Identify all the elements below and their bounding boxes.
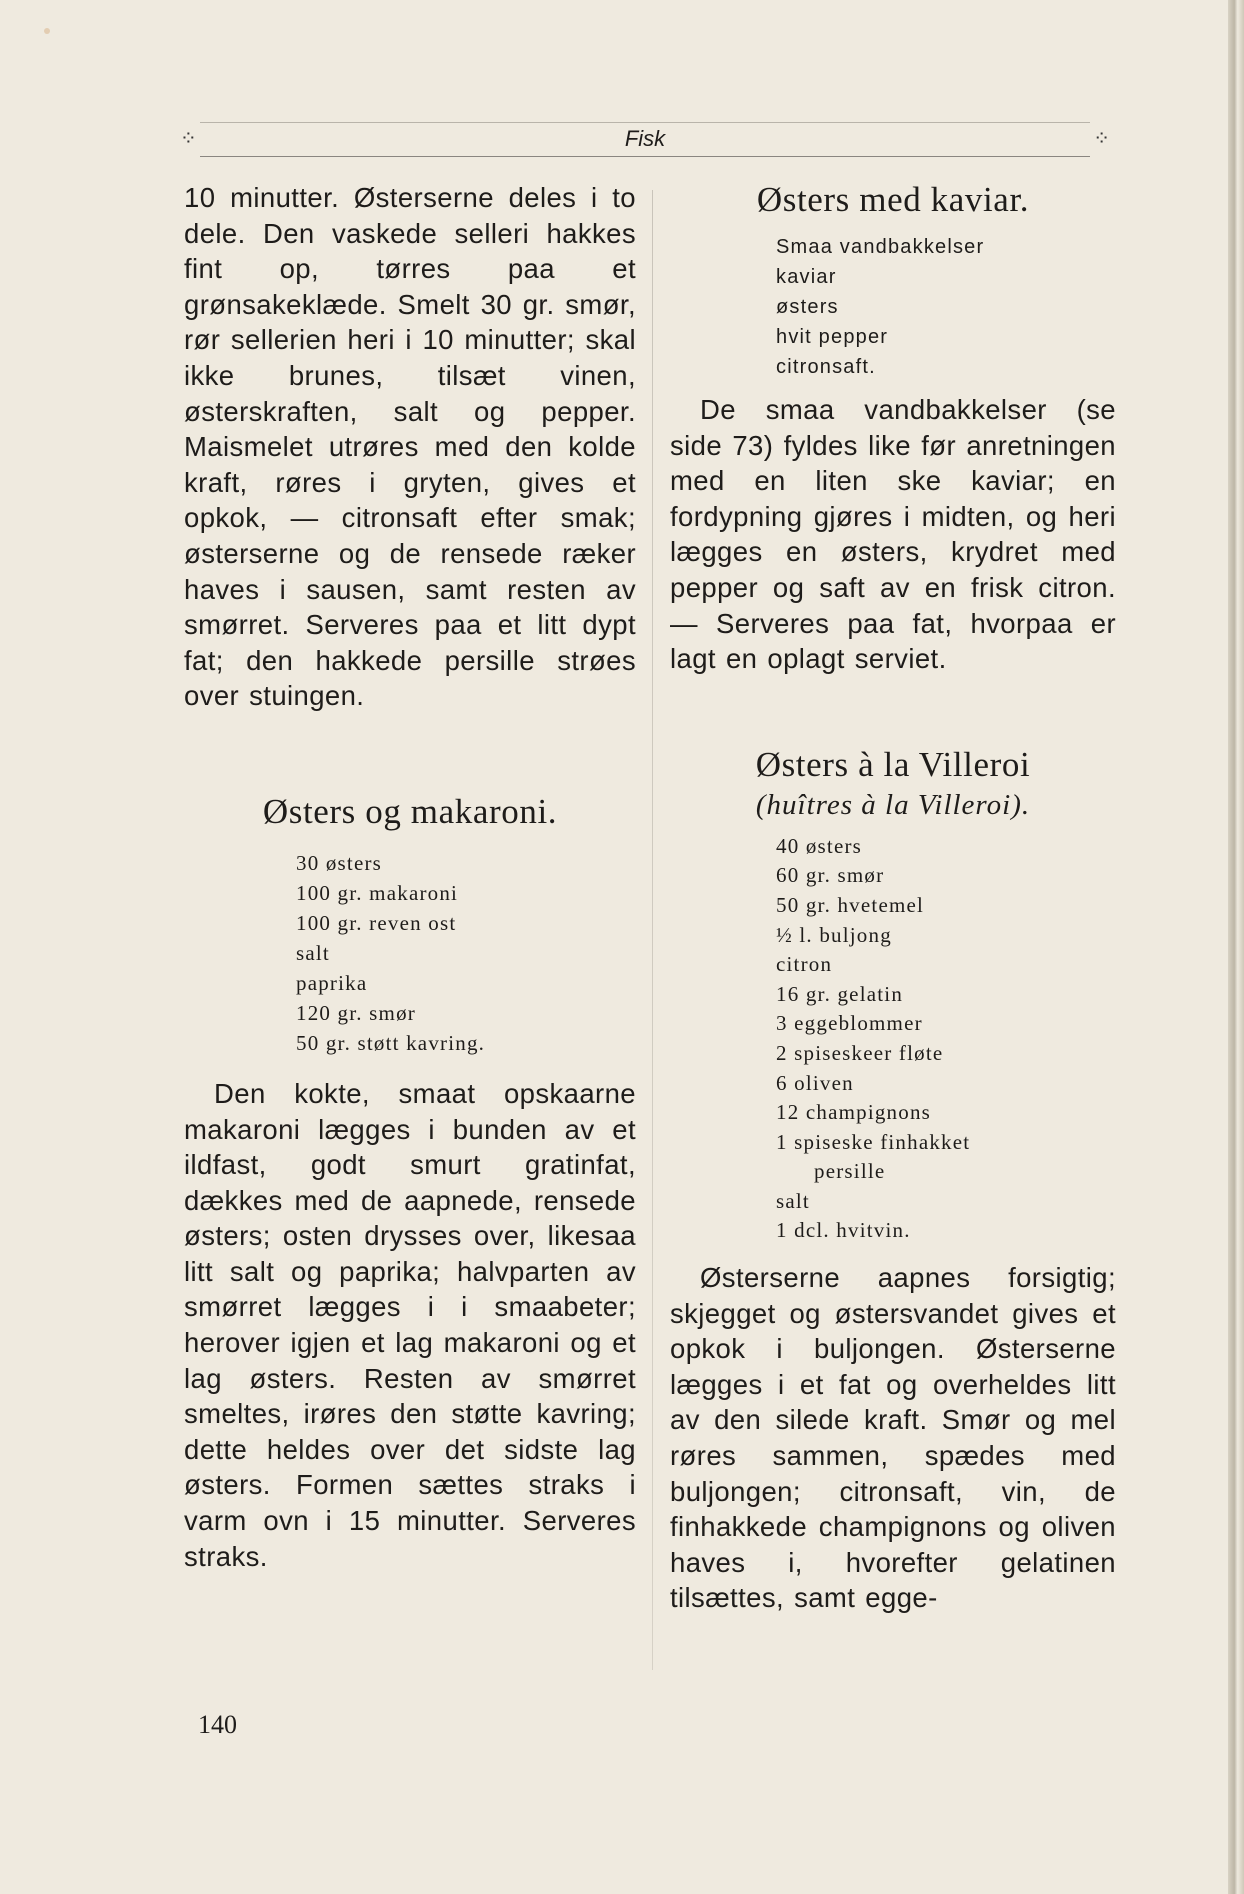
header-top-rule [200,122,1090,123]
paper-spot [44,28,50,34]
ingredient-item: 100 gr. makaroni [296,880,459,905]
ingredient-list-villeroi [670,832,1116,1246]
ingredient-item: 50 gr. støtt kavring. [296,1030,486,1055]
ingredient-item: 50 gr. hvetemel [776,892,925,917]
ingredient-item: hvit pepper [776,326,889,348]
ingredient-item: 6 oliven [776,1070,854,1095]
ingredient-item: 2 spiseskeer fløte [776,1040,944,1065]
header-rule [200,156,1090,157]
left-column [184,180,636,1574]
recipe-title-villeroi: Østers à la Villeroi [755,744,1031,784]
ingredient-item: 120 gr. smør [296,1000,416,1025]
ingredient-item: kaviar [776,266,837,288]
ingredient-item: 100 gr. reven ost [296,910,457,935]
ingredient-item: 3 eggeblommer [776,1011,923,1036]
ornament-left-icon: ⁘ [180,126,197,150]
recipe-method-kaviar: De smaa vandbakkelser (se side 73) fyldes like før anretningen med en liten ske kaviar; en fordypning gjøres i midten, og heri lægges en østers, krydret med pepper og saft av en frisk citron. — Serveres paa fat, hvorpaa er lagt en oplagt serviet. [670,394,1116,675]
page-number: 140 [198,1710,237,1739]
ingredient-item-continuation [776,1157,1116,1187]
recipe-subtitle-villeroi: (huîtres à la Villeroi). [755,788,1031,821]
ingredient-item: 16 gr. gelatin [776,981,904,1006]
column-divider [652,190,653,1670]
ingredient-item: salt [296,940,330,965]
ingredient-item: ½ l. buljong [776,922,892,947]
recipe-method-makaroni: Den kokte, smaat opskaarne makaroni lægges i bunden av et ildfast, godt smurt gratinfat, dækkes med de aapnede, rensede østers; osten drysses over, likesaa litt salt og paprika; halvparten av smørret lægges i i smaabeter; herover igjen et lag makaroni og et lag østers. Resten av smørret smeltes, irøres den støtte kavring; dette heldes over det sidste lag østers. Formen sættes straks i varm ovn i 15 minutter. Serveres straks. [184,1077,636,1572]
ingredient-item: salt [776,1188,810,1213]
recipe-method-villeroi: Østerserne aapnes forsigtig; skjegget og østersvandet gives et opkok i buljongen. Østerserne lægges i et fat og overheldes litt av den silede kraft. Smør og mel røres sammen, spædes med buljongen; citronsaft, vin, de finhakkede champignons og oliven haves i, hvorefter gelatinen tilsættes, samt egge- [670,1262,1116,1614]
ingredient-item: østers [776,296,839,318]
ingredient-item: citron [776,952,833,977]
ingredient-list-makaroni [184,848,636,1058]
ingredient-item: paprika [296,970,368,995]
header-title: Fisk [624,126,666,151]
page-edge [1228,0,1244,1894]
ingredient-continuation-text: persille [814,1159,886,1184]
ingredient-item: citronsaft. [776,356,876,378]
recipe-title-makaroni: Østers og makaroni. [262,791,558,831]
ingredient-item: 60 gr. smør [776,863,885,888]
running-header [180,122,1110,154]
ingredient-item: 1 spiseske finhakket [776,1129,971,1154]
ingredient-item: Smaa vandbakkelser [776,236,985,258]
ornament-right-icon: ⁘ [1093,126,1110,150]
right-column [670,180,1116,1616]
ingredient-item: 1 dcl. hvitvin. [776,1218,911,1243]
continued-text: 10 minutter. Østerserne deles i to dele. Den vaskede selleri hakkes fint op, tørres paa et grønsakeklæde. Smelt 30 gr. smør, rør sellerien heri i 10 minutter; skal ikke brunes, tilsæt vinen, østerskraften, salt og pepper. Maismelet utrøres med den kolde kraft, røres i gryten, gives et opkok, — citronsaft efter smak; østerserne og de rensede ræker haves i sausen, samt resten av smørret. Serveres paa et litt dypt fat; den hakkede persille strøes over stuingen. [184,182,636,712]
ingredient-item: 12 champignons [776,1100,932,1125]
ingredient-item: 30 østers [296,850,383,875]
ingredient-item: 40 østers [776,833,863,858]
recipe-title-kaviar: Østers med kaviar. [756,180,1030,219]
ingredient-list-kaviar [670,232,1116,382]
